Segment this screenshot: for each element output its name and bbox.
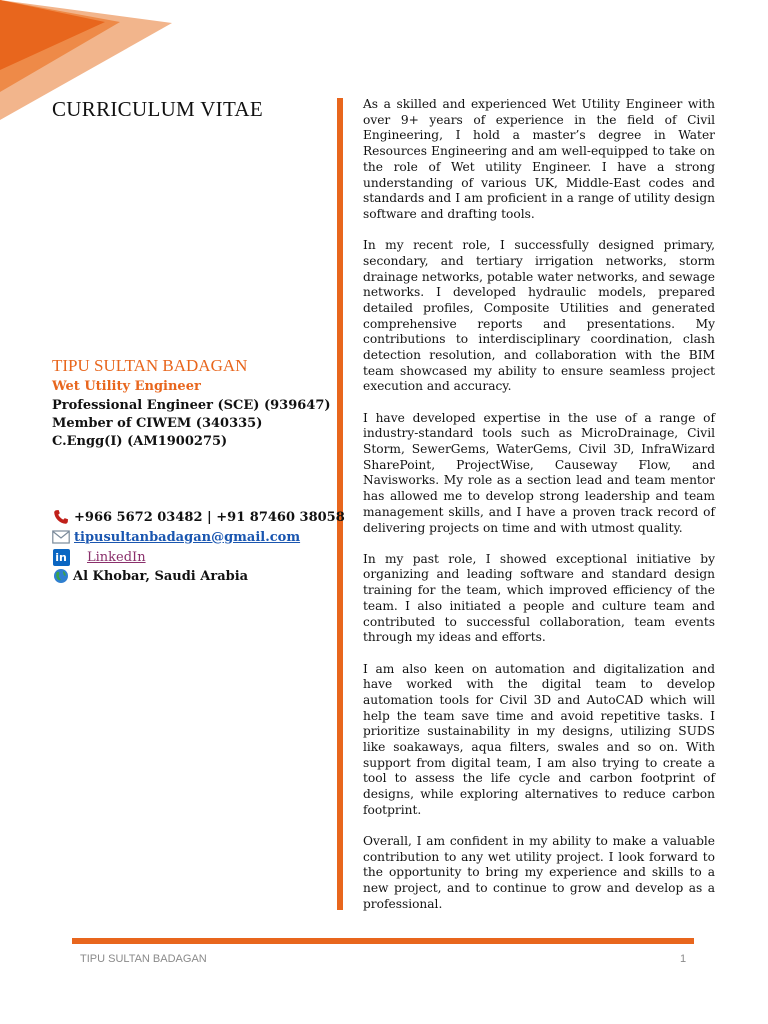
globe-icon [52, 567, 70, 585]
summary-paragraph-5: I am also keen on automation and digitalization and have worked with the digital team to develop automation tools for Civil 3D and AutoCAD which will help the team save time and avoid repetitive tasks. I prioritize sustainability in my designs, utilizing SUDS like soakaways, aqua filters, swales and so on. With support from digital team, I am also trying to create a tool to assess the life cycle and carbon footprint of designs, while exploring alternatives to reduce carbon footprint. [363, 661, 715, 817]
credential-cengg: C.Engg(I) (AM1900275) [52, 434, 228, 449]
summary-paragraph-1: As a skilled and experienced Wet Utility Engineer with over 9+ years of experience in the field of Civil Engineering, I hold a master’s degree in Water Resources Engineering and am well-equipped to take on the role of Wet utility Engineer. I have a strong understanding of various UK, Middle-East codes and standards and I am proficient in a range of utility design software and drafting tools. [363, 97, 715, 221]
summary-section [363, 97, 715, 928]
credential-pe: Professional Engineer (SCE) (939647) [52, 398, 331, 413]
summary-paragraph-2: In my recent role, I successfully designed primary, secondary, and tertiary irrigation networks, storm drainage networks, potable water networks, and sewage networks. I developed hydraulic models, prepared detailed profiles, Composite Utilities and generated comprehensive reports and presentations. My contributions to interdisciplinary coordination, clash detection resolution, and collaboration with the BIM team showcased my ability to ensure seamless project execution and accuracy. [363, 238, 715, 394]
contact-phone-row [52, 508, 345, 526]
contact-location-row [52, 567, 248, 585]
location: Al Khobar, Saudi Arabia [73, 568, 249, 584]
phone-icon [52, 508, 70, 526]
summary-paragraph-6: Overall, I am confident in my ability to make a valuable contribution to any wet utility project. I look forward to the opportunity to bring my experience and skills to a new project, and to continue to grow and develop as a professional. [363, 834, 715, 911]
candidate-name: TIPU SULTAN BADAGAN [52, 356, 248, 375]
page-number: 1 [680, 953, 687, 965]
summary-paragraph-3: I have developed expertise in the use of a range of industry-standard tools such as MicroDrainage, Civil Storm, SewerGems, WaterGems, Civil 3D, InfraWizard SharePoint, ProjectWise, Causeway Flow, and Navisworks. My role as a section lead and team mentor has allowed me to develop strong leadership and team management skills, and I have a proven track record of delivering projects on time and with utmost quality. [363, 410, 715, 535]
footer-name: TIPU SULTAN BADAGAN [80, 953, 207, 965]
email-link[interactable]: tipusultanbadagan@gmail.com [74, 529, 301, 545]
summary-paragraph-4: In my past role, I showed exceptional initiative by organizing and leading software and standard design training for the team, which improved efficiency of the team. I also initiated a people and culture team and contributed to successful collaboration, team events through my ideas and efforts. [363, 551, 715, 645]
contact-linkedin-row [52, 548, 146, 566]
credential-ciwem: Member of CIWEM (340335) [52, 416, 263, 431]
linkedin-link[interactable]: LinkedIn [87, 549, 146, 565]
phone-numbers[interactable]: +966 5672 03482 | +91 87460 38058 [74, 509, 345, 525]
vertical-accent-bar [337, 98, 343, 910]
footer-rule [72, 938, 694, 944]
document-title: CURRICULUM VITAE [52, 97, 263, 121]
job-title: Wet Utility Engineer [52, 379, 201, 394]
linkedin-icon: in [52, 548, 70, 566]
email-icon [52, 528, 70, 546]
contact-email-row [52, 528, 300, 546]
